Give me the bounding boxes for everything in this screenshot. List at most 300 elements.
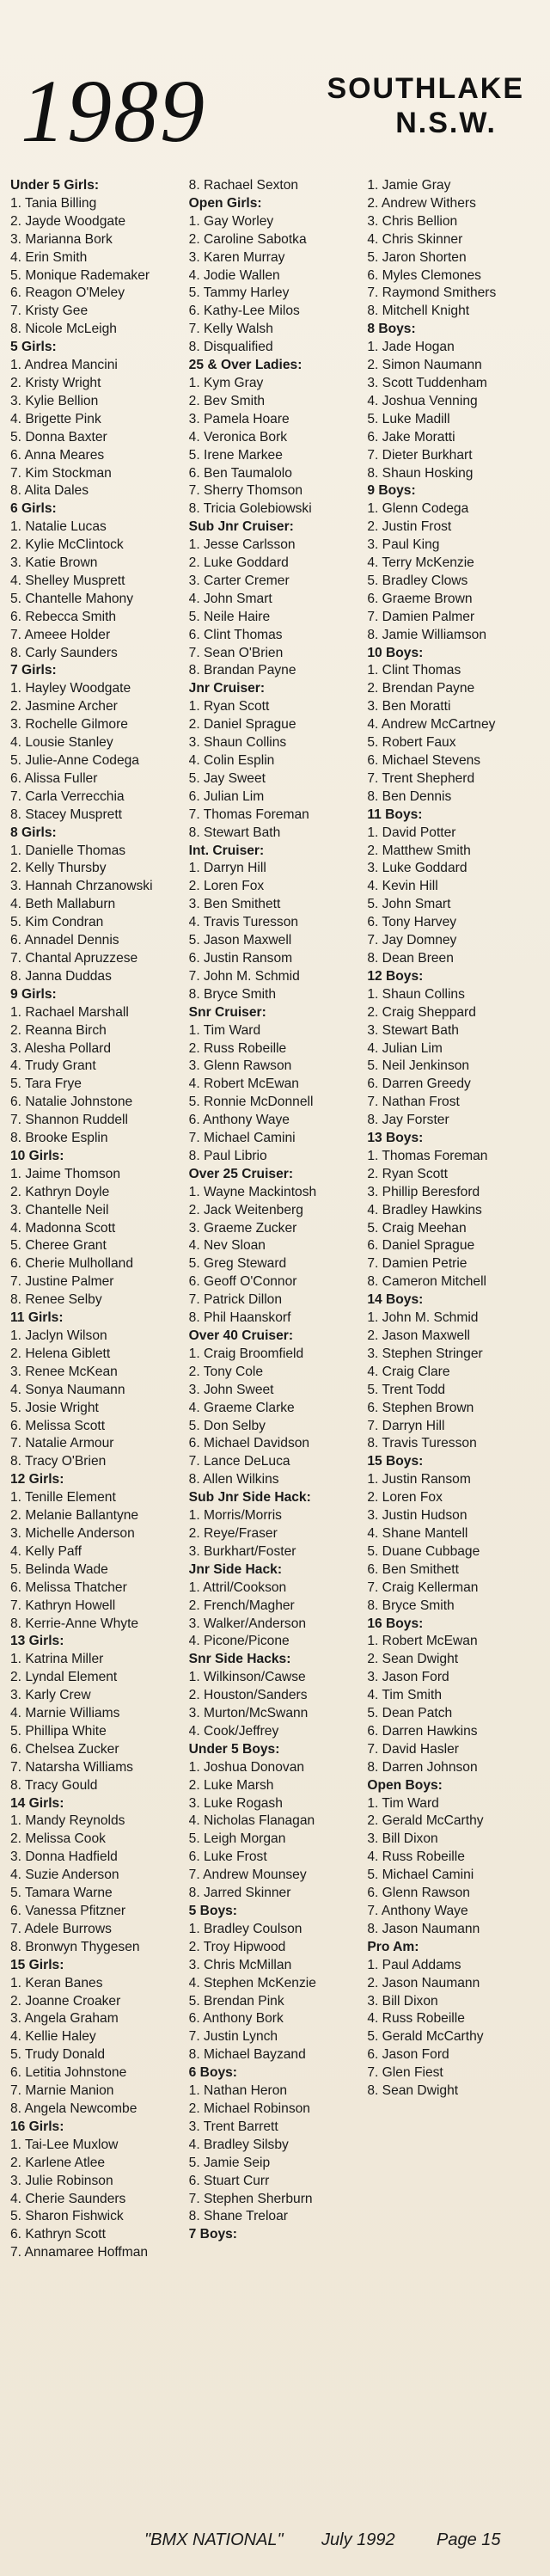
result-entry: 6. Darren Hawkins bbox=[367, 1723, 478, 1739]
result-entry: 5. Jay Sweet bbox=[188, 770, 266, 786]
result-entry: 7. Lance DeLuca bbox=[188, 1454, 290, 1469]
category-heading: 11 Boys: bbox=[367, 807, 423, 822]
result-entry: 2. Jason Maxwell bbox=[367, 1328, 470, 1343]
page-number: Page 15 bbox=[437, 2530, 501, 2549]
result-entry: 5. Neile Haire bbox=[188, 609, 271, 624]
result-entry: 6. Graeme Brown bbox=[367, 591, 473, 606]
result-entry: 4. Joshua Venning bbox=[367, 393, 478, 408]
result-entry: 4. Cherie Saunders bbox=[10, 2191, 126, 2206]
result-entry: 2. Kristy Wright bbox=[10, 375, 101, 390]
result-entry: 5. Chantelle Mahony bbox=[10, 591, 134, 606]
result-entry: 2. Russ Robeille bbox=[188, 1040, 287, 1056]
category-heading: 15 Boys: bbox=[367, 1454, 424, 1469]
result-entry: 5. Ronnie McDonnell bbox=[188, 1095, 314, 1110]
result-entry: 3. Julie Robinson bbox=[10, 2173, 113, 2188]
result-entry: 7. Thomas Foreman bbox=[188, 807, 309, 822]
result-entry: 6. Ben Taumalolo bbox=[188, 465, 292, 481]
result-entry: 7. Natalie Armour bbox=[10, 1436, 114, 1451]
result-entry: 8. Sean Dwight bbox=[367, 2083, 459, 2099]
result-entry: 5. Sharon Fishwick bbox=[10, 2209, 124, 2224]
result-entry: 1. Wilkinson/Cawse bbox=[188, 1670, 306, 1685]
result-entry: 8. Travis Turesson bbox=[367, 1436, 477, 1451]
result-entry: 2. Kylie McClintock bbox=[10, 537, 124, 553]
result-entry: 3. Carter Cremer bbox=[188, 573, 290, 588]
result-entry: 5. Brendan Pink bbox=[188, 1993, 284, 2009]
result-entry: 5. Michael Camini bbox=[367, 1868, 474, 1883]
result-entry: 8. Shaun Hosking bbox=[367, 465, 474, 481]
category-heading: 5 Boys: bbox=[188, 1904, 238, 1918]
result-entry: 1. Justin Ransom bbox=[367, 1472, 471, 1487]
result-entry: 2. Jayde Woodgate bbox=[10, 213, 126, 229]
result-entry: 2. Justin Frost bbox=[367, 519, 452, 535]
result-entry: 2. French/Magher bbox=[188, 1598, 295, 1613]
result-entry: 8. Paul Librio bbox=[188, 1148, 267, 1163]
result-entry: 7. Anthony Waye bbox=[367, 1904, 468, 1918]
result-entry: 5. Jamie Seip bbox=[188, 2155, 271, 2170]
result-entry: 2. Reye/Fraser bbox=[188, 1525, 278, 1541]
result-entry: 5. Robert Faux bbox=[367, 735, 456, 751]
category-heading: 12 Girls: bbox=[10, 1472, 64, 1487]
result-entry: 2. Brendan Payne bbox=[367, 681, 475, 696]
result-entry: 7. Justine Palmer bbox=[10, 1274, 114, 1290]
result-entry: 5. Leigh Morgan bbox=[188, 1831, 286, 1847]
result-entry: 4. Lousie Stanley bbox=[10, 735, 113, 751]
result-entry: 6. Kathy-Lee Milos bbox=[188, 304, 300, 319]
result-entry: 7. Carla Verrecchia bbox=[10, 788, 125, 804]
result-entry: 1. Craig Broomfield bbox=[188, 1346, 304, 1361]
category-heading: Jnr Cruiser: bbox=[188, 681, 266, 696]
result-entry: 4. Marnie Williams bbox=[10, 1706, 120, 1721]
category-heading: 14 Girls: bbox=[10, 1795, 64, 1811]
result-entry: 2. Kathryn Doyle bbox=[10, 1184, 110, 1199]
result-entry: 1. Andrea Mancini bbox=[10, 358, 118, 373]
result-entry: 3. Murton/McSwann bbox=[188, 1706, 309, 1721]
result-entry: 7. Shannon Ruddell bbox=[10, 1113, 128, 1128]
result-entry: 4. Shelley Musprett bbox=[10, 573, 125, 588]
result-entry: 7. David Hasler bbox=[367, 1741, 459, 1757]
result-entry: 6. Darren Greedy bbox=[367, 1076, 471, 1092]
result-entry: 7. Chantal Apruzzese bbox=[10, 950, 138, 966]
result-entry: 8. Stewart Bath bbox=[188, 825, 281, 840]
result-entry: 2. Troy Hipwood bbox=[188, 1939, 286, 1954]
category-heading: 14 Boys: bbox=[367, 1292, 424, 1308]
result-entry: 6. Julian Lim bbox=[188, 788, 265, 804]
result-entry: 4. Stephen McKenzie bbox=[188, 1975, 316, 1990]
category-heading: 7 Boys: bbox=[188, 2227, 238, 2242]
result-entry: 3. Graeme Zucker bbox=[188, 1220, 297, 1236]
category-heading: Pro Am: bbox=[367, 1939, 419, 1954]
result-entry: 4. Madonna Scott bbox=[10, 1220, 116, 1236]
result-entry: 3. Michelle Anderson bbox=[10, 1525, 135, 1541]
result-entry: 2. Michael Robinson bbox=[188, 2101, 310, 2116]
result-entry: 2. Matthew Smith bbox=[367, 843, 471, 858]
result-entry: 7. Kristy Gee bbox=[10, 304, 89, 319]
result-entry: 5. Dean Patch bbox=[367, 1706, 453, 1721]
result-entry: 7. Nathan Frost bbox=[367, 1095, 460, 1110]
result-entry: 3. Stewart Bath bbox=[367, 1022, 459, 1038]
result-entry: 7. Glen Fiest bbox=[367, 2065, 443, 2081]
result-entry: 1. Morris/Morris bbox=[188, 1508, 282, 1524]
result-entry: 6. Myles Clemones bbox=[367, 267, 481, 283]
result-entry: 1. Mandy Reynolds bbox=[10, 1813, 125, 1829]
result-entry: 2. Tony Cole bbox=[188, 1364, 264, 1379]
result-entry: 3. Jason Ford bbox=[367, 1670, 449, 1685]
result-entry: 4. Suzie Anderson bbox=[10, 1868, 119, 1883]
category-heading: 6 Boys: bbox=[188, 2065, 238, 2081]
result-entry: 2. Ryan Scott bbox=[367, 1166, 448, 1181]
result-entry: 4. Brigette Pink bbox=[10, 411, 101, 426]
result-entry: 4. Kellie Haley bbox=[10, 2029, 96, 2045]
result-entry: 2. Sean Dwight bbox=[367, 1652, 459, 1667]
category-heading: 8 Girls: bbox=[10, 825, 57, 840]
category-heading: 5 Girls: bbox=[10, 340, 57, 355]
result-entry: 5. Luke Madill bbox=[367, 411, 450, 426]
result-entry: 7. Damien Petrie bbox=[367, 1256, 468, 1272]
result-entry: 1. Clint Thomas bbox=[367, 663, 461, 678]
result-entry: 5. Trudy Donald bbox=[10, 2047, 106, 2063]
result-entry: 6. Cherie Mulholland bbox=[10, 1256, 134, 1272]
result-entry: 3. Rochelle Gilmore bbox=[10, 717, 128, 733]
result-entry: 4. Picone/Picone bbox=[188, 1634, 290, 1649]
result-entry: 5. Josie Wright bbox=[10, 1400, 99, 1415]
category-heading: 13 Girls: bbox=[10, 1634, 64, 1649]
result-entry: 7. Sherry Thomson bbox=[188, 483, 302, 499]
result-entry: 8. Kerrie-Anne Whyte bbox=[10, 1616, 139, 1631]
result-entry: 7. Trent Shepherd bbox=[367, 770, 475, 786]
result-entry: 3. Glenn Rawson bbox=[188, 1058, 292, 1074]
result-entry: 1. Nathan Heron bbox=[188, 2083, 288, 2099]
result-entry: 3. Phillip Beresford bbox=[367, 1184, 480, 1199]
result-entry: 7. Sean O'Brien bbox=[188, 645, 284, 660]
result-entry: 8. Brooke Esplin bbox=[10, 1131, 108, 1146]
result-entry: 4. Russ Robeille bbox=[367, 1849, 465, 1865]
result-entry: 7. Darryn Hill bbox=[367, 1418, 445, 1433]
result-entry: 7. Kelly Walsh bbox=[188, 322, 273, 337]
result-entry: 6. Luke Frost bbox=[188, 1849, 267, 1865]
page-footer bbox=[0, 2528, 550, 2557]
result-entry: 4. Colin Esplin bbox=[188, 753, 275, 768]
result-entry: 4. Chris Skinner bbox=[367, 231, 463, 247]
result-entry: 4. Kelly Paff bbox=[10, 1543, 82, 1559]
result-entry: 7. Damien Palmer bbox=[367, 609, 475, 624]
issue-date: July 1992 bbox=[321, 2530, 395, 2549]
result-entry: 7. Raymond Smithers bbox=[367, 285, 497, 301]
result-entry: 1. Bradley Coulson bbox=[188, 1921, 302, 1936]
result-entry: 1. Tania Billing bbox=[10, 195, 97, 211]
result-entry: 7. John M. Schmid bbox=[188, 968, 300, 984]
category-heading: 16 Boys: bbox=[367, 1616, 424, 1631]
result-entry: 4. Travis Turesson bbox=[188, 915, 299, 930]
result-entry: 6. Chelsea Zucker bbox=[10, 1741, 119, 1757]
result-entry: 1. Wayne Mackintosh bbox=[188, 1184, 317, 1199]
result-entry: 7. Natarsha Williams bbox=[10, 1759, 133, 1775]
result-entry: 2. Andrew Withers bbox=[367, 195, 476, 211]
result-entry: 4. Nev Sloan bbox=[188, 1238, 266, 1254]
result-entry: 4. Julian Lim bbox=[367, 1040, 443, 1056]
result-entry: 8. Tracy Gould bbox=[10, 1777, 98, 1793]
result-entry: 4. Bradley Silsby bbox=[188, 2137, 289, 2152]
results-column-2 bbox=[189, 177, 365, 2499]
result-entry: 3. Pamela Hoare bbox=[188, 411, 290, 426]
result-entry: 1. Rachael Marshall bbox=[10, 1004, 129, 1020]
result-entry: 2. Houston/Sanders bbox=[188, 1688, 308, 1703]
result-entry: 4. John Smart bbox=[188, 591, 272, 606]
result-entry: 2. Luke Marsh bbox=[188, 1777, 274, 1793]
result-entry: 3. Donna Hadfield bbox=[10, 1849, 118, 1865]
result-entry: 7. Annamaree Hoffman bbox=[10, 2245, 149, 2260]
result-entry: 3. Karen Murray bbox=[188, 249, 285, 265]
result-entry: 5. Phillipa White bbox=[10, 1723, 107, 1739]
result-entry: 4. Russ Robeille bbox=[367, 2011, 465, 2027]
result-entry: 7. Dieter Burkhart bbox=[367, 447, 473, 463]
result-entry: 6. Stuart Curr bbox=[188, 2173, 270, 2188]
result-entry: 8. Jarred Skinner bbox=[188, 1886, 291, 1901]
result-entry: 6. Anthony Bork bbox=[188, 2011, 284, 2027]
result-entry: 5. Tara Frye bbox=[10, 1076, 82, 1092]
category-heading: 7 Girls: bbox=[10, 663, 57, 678]
result-entry: 7. Craig Kellerman bbox=[367, 1579, 479, 1595]
result-entry: 2. Jasmine Archer bbox=[10, 699, 118, 715]
category-heading: Int. Cruiser: bbox=[188, 843, 265, 858]
result-entry: 6. Jake Moratti bbox=[367, 429, 455, 445]
category-heading: Open Girls: bbox=[188, 195, 262, 211]
result-entry: 6. Michael Davidson bbox=[188, 1436, 310, 1451]
result-entry: 7. Kim Stockman bbox=[10, 465, 112, 481]
result-entry: 1. Shaun Collins bbox=[367, 986, 465, 1002]
category-heading: 10 Boys: bbox=[367, 645, 424, 660]
category-heading: Sub Jnr Side Hack: bbox=[188, 1490, 311, 1506]
result-entry: 1. Thomas Foreman bbox=[367, 1148, 488, 1163]
result-entry: 2. Lyndal Element bbox=[10, 1670, 118, 1685]
result-entry: 1. Tai-Lee Muxlow bbox=[10, 2137, 119, 2152]
result-entry: 3. Bill Dixon bbox=[367, 1993, 438, 2009]
result-entry: 5. Donna Baxter bbox=[10, 429, 107, 445]
result-entry: 7. Adele Burrows bbox=[10, 1921, 112, 1936]
result-entry: 6. Jason Ford bbox=[367, 2047, 449, 2063]
result-entry: 5. Kim Condran bbox=[10, 915, 104, 930]
result-entry: 2. Loren Fox bbox=[367, 1490, 443, 1506]
category-heading: Sub Jnr Cruiser: bbox=[188, 519, 294, 535]
result-entry: 1. Tenille Element bbox=[10, 1490, 116, 1506]
category-heading: 25 & Over Ladies: bbox=[188, 358, 302, 373]
result-entry: 1. Jade Hogan bbox=[367, 340, 455, 355]
result-entry: 3. Renee McKean bbox=[10, 1364, 118, 1379]
result-entry: 6. Anthony Waye bbox=[188, 1113, 290, 1128]
result-entry: 4. Shane Mantell bbox=[367, 1525, 468, 1541]
result-entry: 1. Keran Banes bbox=[10, 1975, 103, 1990]
category-heading: 11 Girls: bbox=[10, 1310, 64, 1326]
result-entry: 7. Stephen Sherburn bbox=[188, 2191, 313, 2206]
result-entry: 3. Bill Dixon bbox=[367, 1831, 438, 1847]
category-heading: Over 40 Cruiser: bbox=[188, 1328, 294, 1343]
result-entry: 1. Danielle Thomas bbox=[10, 843, 126, 858]
result-entry: 1. Jaime Thomson bbox=[10, 1166, 120, 1181]
result-entry: 5. Gerald McCarthy bbox=[367, 2029, 484, 2045]
result-entry: 5. Bradley Clows bbox=[367, 573, 468, 588]
result-entry: 3. Luke Goddard bbox=[367, 861, 468, 876]
result-entry: 6. Reagon O'Meley bbox=[10, 285, 125, 301]
category-heading: Open Boys: bbox=[367, 1777, 443, 1793]
result-entry: 8. Cameron Mitchell bbox=[367, 1274, 487, 1290]
result-entry: 5. Irene Markee bbox=[188, 447, 283, 463]
result-entry: 2. Craig Sheppard bbox=[367, 1004, 476, 1020]
result-entry: 8. Mitchell Knight bbox=[367, 304, 470, 319]
category-heading: 10 Girls: bbox=[10, 1148, 64, 1163]
result-entry: 8. Michael Bayzand bbox=[188, 2047, 306, 2063]
result-entry: 2. Jason Naumann bbox=[367, 1975, 480, 1990]
result-entry: 3. Chris McMillan bbox=[188, 1957, 292, 1972]
category-heading: 13 Boys: bbox=[367, 1131, 424, 1146]
result-entry: 6. Tony Harvey bbox=[367, 915, 457, 930]
result-entry: 4. Erin Smith bbox=[10, 249, 88, 265]
result-entry: 8. Carly Saunders bbox=[10, 645, 118, 660]
result-entry: 3. Karly Crew bbox=[10, 1688, 91, 1703]
category-heading: Snr Side Hacks: bbox=[188, 1652, 291, 1667]
result-entry: 7. Kathryn Howell bbox=[10, 1598, 116, 1613]
result-entry: 8. Janna Duddas bbox=[10, 968, 112, 984]
result-entry: 4. Cook/Jeffrey bbox=[188, 1723, 279, 1739]
result-entry: 3. Ben Moratti bbox=[367, 699, 451, 715]
result-entry: 6. Stephen Brown bbox=[367, 1400, 474, 1415]
result-entry: 4. Tim Smith bbox=[367, 1688, 442, 1703]
result-entry: 1. Tim Ward bbox=[367, 1795, 439, 1811]
result-entry: 3. Justin Hudson bbox=[367, 1508, 468, 1524]
result-entry: 5. Monique Rademaker bbox=[10, 267, 150, 283]
result-entry: 2. Joanne Croaker bbox=[10, 1993, 121, 2009]
result-entry: 8. Nicole McLeigh bbox=[10, 322, 117, 337]
result-entry: 2. Melanie Ballantyne bbox=[10, 1508, 139, 1524]
result-entry: 6. Melissa Thatcher bbox=[10, 1579, 127, 1595]
result-entry: 4. Andrew McCartney bbox=[367, 717, 496, 733]
result-entry: 3. Burkhart/Foster bbox=[188, 1543, 296, 1559]
result-entry: 6. Melissa Scott bbox=[10, 1418, 106, 1433]
result-entry: 1. Paul Addams bbox=[367, 1957, 461, 1972]
result-entry: 3. Angela Graham bbox=[10, 2011, 119, 2027]
result-entry: 8. Jason Naumann bbox=[367, 1921, 480, 1936]
category-heading: 8 Boys: bbox=[367, 322, 416, 337]
category-heading: 16 Girls: bbox=[10, 2119, 64, 2134]
result-entry: 8. Tricia Golebiowski bbox=[188, 501, 312, 517]
result-entry: 5. Trent Todd bbox=[367, 1382, 446, 1397]
result-entry: 1. Ryan Scott bbox=[188, 699, 270, 715]
result-entry: 8. Jay Forster bbox=[367, 1113, 449, 1128]
result-entry: 6. Clint Thomas bbox=[188, 627, 283, 642]
category-heading: Under 5 Girls: bbox=[10, 178, 100, 193]
result-entry: 2. Reanna Birch bbox=[10, 1022, 107, 1038]
result-entry: 6. Ben Smithett bbox=[367, 1561, 459, 1577]
result-entry: 8. Jamie Williamson bbox=[367, 627, 486, 642]
result-entry: 8. Bryce Smith bbox=[367, 1598, 455, 1613]
result-entry: 8. Allen Wilkins bbox=[188, 1472, 279, 1487]
category-heading: 9 Boys: bbox=[367, 483, 416, 499]
result-entry: 7. Ameee Holder bbox=[10, 627, 111, 642]
result-entry: 2. Luke Goddard bbox=[188, 555, 289, 571]
results-column-1 bbox=[10, 177, 186, 2499]
result-entry: 8. Rachael Sexton bbox=[188, 178, 299, 193]
result-entry: 7. Jay Domney bbox=[367, 933, 457, 948]
result-entry: 3. Scott Tuddenham bbox=[367, 375, 487, 390]
result-entry: 5. Duane Cubbage bbox=[367, 1543, 480, 1559]
result-entry: 8. Brandan Payne bbox=[188, 663, 296, 678]
result-entry: 1. Hayley Woodgate bbox=[10, 681, 131, 696]
result-entry: 1. Darryn Hill bbox=[188, 861, 266, 876]
result-entry: 2. Melissa Cook bbox=[10, 1831, 106, 1847]
result-entry: 3. John Sweet bbox=[188, 1382, 274, 1397]
result-entry: 5. Jason Maxwell bbox=[188, 933, 292, 948]
location-title: SOUTHLAKE bbox=[327, 72, 524, 105]
result-entry: 4. Trudy Grant bbox=[10, 1058, 96, 1074]
result-entry: 5. Don Selby bbox=[188, 1418, 266, 1433]
result-entry: 1. John M. Schmid bbox=[367, 1310, 479, 1326]
result-entry: 3. Marianna Bork bbox=[10, 231, 113, 247]
category-heading: Jnr Side Hack: bbox=[188, 1561, 283, 1577]
result-entry: 8. Alita Dales bbox=[10, 483, 89, 499]
category-heading: 15 Girls: bbox=[10, 1957, 64, 1972]
result-entry: 1. Attril/Cookson bbox=[188, 1579, 287, 1595]
result-entry: 1. Jaclyn Wilson bbox=[10, 1328, 107, 1343]
category-heading: 6 Girls: bbox=[10, 501, 57, 517]
result-entry: 7. Marnie Manion bbox=[10, 2083, 114, 2099]
result-entry: 5. Tammy Harley bbox=[188, 285, 290, 301]
results-column-3 bbox=[367, 177, 543, 2499]
result-entry: 3. Luke Rogash bbox=[188, 1795, 283, 1811]
result-entry: 3. Ben Smithett bbox=[188, 897, 281, 912]
result-entry: 3. Chris Bellion bbox=[367, 213, 458, 229]
result-entry: 8. Ben Dennis bbox=[367, 788, 452, 804]
result-entry: 1. Kym Gray bbox=[188, 375, 264, 390]
result-entry: 8. Bryce Smith bbox=[188, 986, 277, 1002]
result-entry: 5. Greg Steward bbox=[188, 1256, 287, 1272]
result-entry: 1. David Potter bbox=[367, 825, 456, 840]
result-entry: 8. Dean Breen bbox=[367, 950, 454, 966]
result-entry: 3. Hannah Chrzanowski bbox=[10, 879, 153, 894]
result-entry: 2. Gerald McCarthy bbox=[367, 1813, 484, 1829]
category-heading: 12 Boys: bbox=[367, 968, 424, 984]
result-entry: 8. Renee Selby bbox=[10, 1292, 102, 1308]
result-entry: 1. Jamie Gray bbox=[367, 178, 451, 193]
result-entry: 6. Alissa Fuller bbox=[10, 770, 98, 786]
result-entry: 8. Darren Johnson bbox=[367, 1759, 478, 1775]
magazine-name: "BMX NATIONAL" bbox=[144, 2530, 284, 2549]
result-entry: 4. Craig Clare bbox=[367, 1364, 450, 1379]
result-entry: 6. Daniel Sprague bbox=[367, 1238, 475, 1254]
result-entry: 2. Helena Giblett bbox=[10, 1346, 111, 1361]
result-entry: 7. Justin Lynch bbox=[188, 2029, 278, 2045]
result-entry: 4. Sonya Naumann bbox=[10, 1382, 125, 1397]
result-entry: 3. Chantelle Neil bbox=[10, 1202, 109, 1217]
result-entry: 3. Stephen Stringer bbox=[367, 1346, 483, 1361]
result-entry: 3. Alesha Pollard bbox=[10, 1040, 112, 1056]
result-entry: 5. Craig Meehan bbox=[367, 1220, 467, 1236]
result-entry: 1. Glenn Codega bbox=[367, 501, 469, 517]
result-entry: 4. Kevin Hill bbox=[367, 879, 438, 894]
result-entry: 6. Michael Stevens bbox=[367, 753, 481, 768]
category-heading: Under 5 Boys: bbox=[188, 1741, 280, 1757]
result-entry: 6. Rebecca Smith bbox=[10, 609, 117, 624]
result-entry: 3. Paul King bbox=[367, 537, 440, 553]
result-entry: 1. Joshua Donovan bbox=[188, 1759, 305, 1775]
result-entry: 3. Katie Brown bbox=[10, 555, 98, 571]
result-entry: 5. Cheree Grant bbox=[10, 1238, 107, 1254]
result-entry: 3. Kylie Bellion bbox=[10, 393, 99, 408]
result-entry: 2. Simon Naumann bbox=[367, 358, 482, 373]
result-entry: 8. Disqualified bbox=[188, 340, 273, 355]
result-entry: 3. Walker/Anderson bbox=[188, 1616, 307, 1631]
result-entry: 6. Annadel Dennis bbox=[10, 933, 119, 948]
result-entry: 3. Trent Barrett bbox=[188, 2119, 278, 2134]
result-entry: 6. Vanessa Pfitzner bbox=[10, 1904, 126, 1918]
result-entry: 6. Letitia Johnstone bbox=[10, 2065, 127, 2081]
